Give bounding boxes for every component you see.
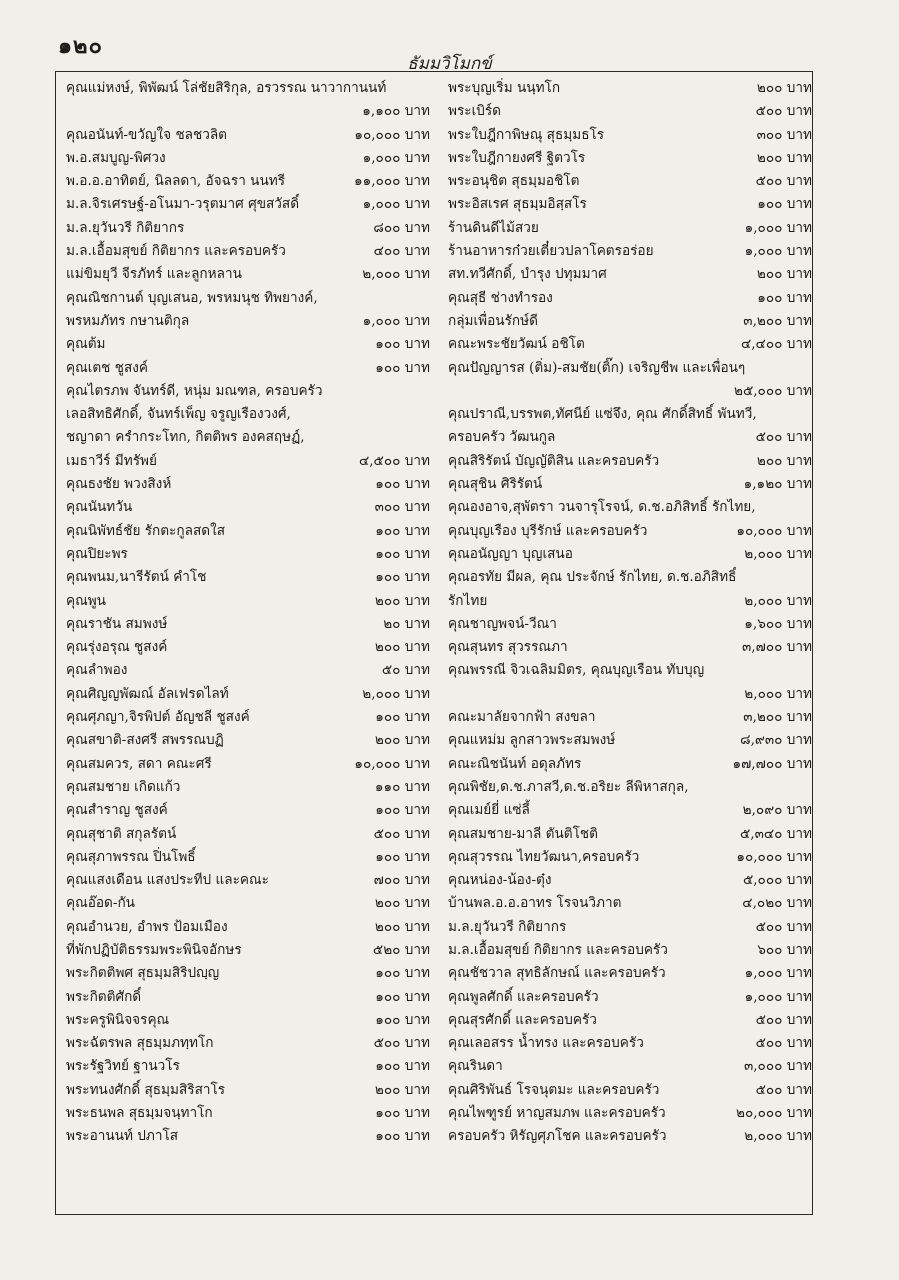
donor-name: คุณสุวรรณ ไทยวัฒนา,ครอบครัว	[448, 848, 640, 865]
donor-row	[66, 729, 430, 752]
donation-amount: ๒๐๐ บาท	[756, 266, 812, 283]
donor-name: คุณสขาติ-สงศรี สพรรณบฏิ	[66, 732, 224, 749]
donor-name: พระทนงศักดิ์ สุธมฺมสิริสาโร	[66, 1081, 226, 1098]
donor-row	[66, 426, 430, 449]
donor-name: ร้านอาหารก๋วยเตี๋ยวปลาโคตรอร่อย	[448, 243, 654, 260]
donor-row	[448, 823, 812, 846]
donor-row	[66, 869, 430, 892]
donor-row	[448, 753, 812, 776]
donor-name: เลอสิทธิศักดิ์, จันทร์เพ็ญ จรูญเรืองวงศ์,	[66, 406, 291, 423]
donation-amount: ๔๐๐ บาท	[373, 243, 430, 260]
donor-row	[448, 566, 812, 589]
donor-name: คุณเมย์ยี่ แซ่ลี้	[448, 802, 530, 819]
donor-row	[448, 846, 812, 869]
donation-amount: ๓,๗๐๐ บาท	[742, 639, 812, 656]
donation-amount: ๑๐,๐๐๐ บาท	[736, 522, 812, 539]
donor-row	[66, 823, 430, 846]
donor-name: คณะมาลัยจากฟ้า สงขลา	[448, 709, 596, 726]
donation-amount: ๑๐๐ บาท	[375, 848, 430, 865]
donor-list-frame	[55, 71, 813, 1215]
donation-amount: ๑๐๐ บาท	[375, 802, 430, 819]
donation-amount: ๒๐๐ บาท	[374, 732, 430, 749]
donor-name: รักไทย	[448, 592, 488, 609]
donation-amount: ๑๗,๗๐๐ บาท	[732, 755, 812, 772]
donation-amount: ๓๐๐ บาท	[374, 499, 430, 516]
donor-name: คุณอรทัย มีผล, คุณ ประจักษ์ รักไทย, ด.ช.อภิสิทธิ์	[448, 569, 737, 586]
donor-row	[448, 962, 812, 985]
donor-row	[448, 1102, 812, 1125]
donation-amount	[806, 566, 812, 589]
donor-row	[448, 403, 812, 426]
donation-amount: ๕,๐๐๐ บาท	[742, 872, 812, 889]
donor-row	[66, 1102, 430, 1125]
donation-amount: ๔,๔๐๐ บาท	[740, 336, 812, 353]
donor-name: คุณลำพอง	[66, 662, 128, 679]
donation-amount: ๑,๐๐๐ บาท	[744, 965, 812, 982]
donation-amount: ๑,๐๐๐ บาท	[744, 219, 812, 236]
donor-row	[66, 357, 430, 380]
donation-amount: ๑๐,๐๐๐ บาท	[736, 848, 812, 865]
donor-name: พระอนุชิต สุธมฺมอชิโต	[448, 173, 580, 190]
donor-row	[66, 77, 430, 100]
donor-name: คุณเลอสรร น้ำทรง และครอบครัว	[448, 1035, 644, 1052]
donor-row	[448, 333, 812, 356]
donor-row	[66, 753, 430, 776]
donor-name: คุณสมชาย-มาลี ตันติโชติ	[448, 825, 598, 842]
donor-row	[66, 1009, 430, 1032]
donor-row	[448, 357, 812, 380]
donor-row	[66, 916, 430, 939]
donor-name: คุณแสงเดือน แสงประทีป และคณะ	[66, 872, 269, 889]
donor-row	[448, 1032, 812, 1055]
donor-name: คุณสุรศักดิ์ และครอบครัว	[448, 1011, 597, 1028]
donor-row	[448, 939, 812, 962]
donor-name: คุณปิยะพร	[66, 545, 128, 562]
donor-name: คุณเตช ชูสงค์	[66, 359, 148, 376]
donor-name: คุณอ๊อด-กัน	[66, 895, 135, 912]
donation-amount: ๒,๐๐๐ บาท	[362, 266, 430, 283]
donor-row	[448, 450, 812, 473]
donor-name: คุณศิญญพัฒณ์ อัลเฟรดไลท์	[66, 685, 229, 702]
donor-name: กลุ่มเพื่อนรักษ์ดี	[448, 312, 538, 329]
donation-amount: ๔,๕๐๐ บาท	[358, 452, 430, 469]
donation-amount: ๑๑๐ บาท	[374, 778, 430, 795]
donation-amount: ๒๐ บาท	[383, 615, 430, 632]
donation-amount: ๒๐๐ บาท	[374, 592, 430, 609]
donation-amount: ๑๐๐ บาท	[375, 359, 430, 376]
donor-name: คุณพิชัย,ด.ช.ภาสวี,ด.ช.อริยะ ลีพิหาสกุล,	[448, 778, 689, 795]
donation-amount: ๑๐๐ บาท	[757, 196, 812, 213]
donation-amount: ๑๐๐ บาท	[375, 522, 430, 539]
donation-amount: ๑๐๐ บาท	[375, 709, 430, 726]
donor-row	[448, 380, 812, 403]
donor-name: แม่ขิมยุวี จีรภัทร์ และลูกหลาน	[66, 266, 242, 283]
donation-amount: ๒๕,๐๐๐ บาท	[733, 382, 812, 399]
donation-amount	[806, 659, 812, 682]
donor-name: คุณสมควร, สดา คณะศรี	[66, 755, 212, 772]
donor-row	[448, 287, 812, 310]
donor-row	[66, 543, 430, 566]
donation-amount: ๑,๑๐๐ บาท	[362, 103, 430, 120]
donation-amount: ๕๐ บาท	[381, 662, 430, 679]
donor-name: พระธนพล สุธมฺมจนฺทาโก	[66, 1105, 213, 1122]
donation-amount: ๒๐๐ บาท	[756, 80, 812, 96]
donor-name: พระบุญเริ่ม นนฺทโก	[448, 80, 561, 96]
donor-name: คุณณิชกานต์ บุญเสนอ, พรหมนุช ทิพยางค์,	[66, 289, 318, 306]
donor-row	[448, 1125, 812, 1148]
donation-amount: ๑,๐๐๐ บาท	[362, 149, 430, 166]
donor-row	[66, 613, 430, 636]
donor-row	[448, 170, 812, 193]
donor-name: ชญาดา ครำกระโทก, กิตติพร องคสฤษฏ์,	[66, 429, 305, 446]
donation-amount: ๕๐๐ บาท	[755, 1035, 812, 1052]
donor-row	[448, 520, 812, 543]
donor-row	[66, 636, 430, 659]
donor-name: ม.ล.เอื้อมสุขย์ กิติยากร และครอบครัว	[66, 243, 286, 260]
donor-row	[448, 240, 812, 263]
donor-name: พระอิสเรศ สุธมฺมอิสฺสโร	[448, 196, 587, 213]
donor-name: คุณนันทวัน	[66, 499, 133, 516]
donation-amount	[424, 403, 430, 426]
donor-name: ม.ล.จิรเศรษฐ์-อโนมา-วรุตมาศ ศุขสวัสดิ์	[66, 196, 300, 213]
donor-name: คุณอนันท์-ขวัญใจ ชลชวลิต	[66, 126, 228, 143]
donor-row	[66, 170, 430, 193]
donor-row	[66, 939, 430, 962]
donor-name: คุณอำนวย, อำพร ป้อมเมือง	[66, 918, 228, 935]
donation-amount: ๑,๑๒๐ บาท	[743, 476, 812, 493]
donation-amount: ๑๐,๐๐๐ บาท	[354, 755, 430, 772]
donor-row	[66, 496, 430, 519]
donation-amount: ๒,๐๐๐ บาท	[744, 545, 812, 562]
donor-row	[448, 310, 812, 333]
donor-row	[66, 776, 430, 799]
donor-name: คุณศุภญา,จิรพิปต์ อัญชลี ชูสงค์	[66, 709, 250, 726]
donor-row	[448, 217, 812, 240]
donor-row	[448, 100, 812, 123]
donor-name: พระรัฐวิทย์ ฐานวโร	[66, 1058, 180, 1075]
donation-amount: ๓,๒๐๐ บาท	[743, 709, 812, 726]
donor-name: คุณพรรณี จิวเฉลิมมิตร, คุณบุญเรือน ทับบุญ	[448, 662, 705, 679]
donor-name: สท.ทวีศักดิ์, บำรุง ปทุมมาศ	[448, 266, 607, 283]
donation-amount: ๕๐๐ บาท	[755, 1081, 812, 1098]
donation-amount: ๕๐๐ บาท	[755, 918, 812, 935]
donor-row	[448, 729, 812, 752]
donation-amount: ๒๐,๐๐๐ บาท	[735, 1105, 812, 1122]
donation-amount	[424, 287, 430, 310]
donation-amount: ๒,๐๐๐ บาท	[744, 1128, 812, 1145]
donor-row	[66, 124, 430, 147]
donation-amount: ๑๐๐ บาท	[375, 1128, 430, 1145]
donor-name: คุณสิริรัตน์ บัญญัติสิน และครอบครัว	[448, 452, 660, 469]
donor-row	[66, 1055, 430, 1078]
donor-row	[448, 799, 812, 822]
donor-row	[66, 892, 430, 915]
donor-name: คุณสุธี ช่างทำรอง	[448, 289, 553, 306]
donor-row	[448, 124, 812, 147]
donor-row	[448, 543, 812, 566]
donation-amount: ๑๐๐ บาท	[375, 545, 430, 562]
donor-name: คณะณิชนันท์ อดุลภัทร	[448, 755, 582, 772]
donor-name: คุณชัชวาล สุทธิลักษณ์ และครอบครัว	[448, 965, 666, 982]
donor-row	[448, 986, 812, 1009]
donor-name: พรหมภัทร กษานติกุล	[66, 312, 190, 329]
donor-row	[448, 193, 812, 216]
donor-row	[448, 869, 812, 892]
donation-amount: ๒๐๐ บาท	[374, 639, 430, 656]
donor-row	[66, 1079, 430, 1102]
donation-amount	[806, 776, 812, 799]
donor-name: ร้านดินดีไม้สวย	[448, 219, 539, 236]
donor-row	[448, 916, 812, 939]
donation-amount: ๖๐๐ บาท	[757, 941, 812, 958]
donation-amount: ๑๐๐ บาท	[375, 1105, 430, 1122]
donor-name: พระอานนท์ ปภาโส	[66, 1128, 179, 1145]
donation-amount: ๕๐๐ บาท	[755, 103, 812, 120]
donation-amount: ๓๐๐ บาท	[756, 126, 812, 143]
donor-row	[448, 613, 812, 636]
donor-row	[448, 1079, 812, 1102]
donation-amount: ๑๐๐ บาท	[375, 1011, 430, 1028]
donor-row	[66, 799, 430, 822]
donor-row	[66, 217, 430, 240]
donation-amount: ๑๐๐ บาท	[375, 965, 430, 982]
donation-amount	[806, 496, 812, 519]
donation-amount: ๓,๒๐๐ บาท	[743, 312, 812, 329]
donor-row	[448, 147, 812, 170]
donor-row	[66, 380, 430, 403]
donation-amount: ๕๐๐ บาท	[755, 173, 812, 190]
donation-amount: ๕๐๐ บาท	[373, 825, 430, 842]
donor-row	[66, 683, 430, 706]
donor-row	[66, 287, 430, 310]
donor-row	[448, 636, 812, 659]
donation-amount: ๑,๖๐๐ บาท	[744, 615, 812, 632]
donation-amount: ๕๐๐ บาท	[755, 429, 812, 446]
donor-name: ม.ล.ยุวันวรี กิติยากร	[66, 219, 185, 236]
donation-amount: ๒๐๐ บาท	[756, 149, 812, 166]
donor-row	[66, 450, 430, 473]
donation-amount: ๕๐๐ บาท	[373, 1035, 430, 1052]
donation-amount: ๑๐,๐๐๐ บาท	[354, 126, 430, 143]
donor-row	[66, 100, 430, 123]
donor-row	[448, 683, 812, 706]
donor-name: พ.อ.สมบูญ-พิศวง	[66, 149, 166, 166]
donor-row	[66, 403, 430, 426]
donor-name: บ้านพล.อ.อ.อาทร โรจนวิภาต	[448, 895, 622, 912]
donation-amount: ๒,๐๐๐ บาท	[744, 592, 812, 609]
donation-amount: ๗๐๐ บาท	[373, 872, 430, 889]
donor-row	[448, 263, 812, 286]
donor-row	[66, 846, 430, 869]
donor-name: คุณแม่หงษ์, พิพัฒน์ โล่ชัยสิริกุล, อรวรรณ นาวากานนท์	[66, 80, 387, 96]
donation-amount: ๒,๐๙๐ บาท	[742, 802, 812, 819]
donation-amount: ๒๐๐ บาท	[756, 452, 812, 469]
donor-name: คุณไตรภพ จันทร์ดี, หนุ่ม มณฑล, ครอบครัว	[66, 382, 323, 399]
donor-row	[66, 240, 430, 263]
donor-name: คุณศิริพันธ์ โรจนุตมะ และครอบครัว	[448, 1081, 660, 1098]
donor-name: คุณนิพัทธ์ชัย รักตะกูลสดใส	[66, 522, 226, 539]
donation-amount: ๒,๐๐๐ บาท	[362, 685, 430, 702]
donor-name: คุณสำราญ ชูสงค์	[66, 802, 168, 819]
donation-amount: ๑,๐๐๐ บาท	[744, 988, 812, 1005]
donor-row	[448, 473, 812, 496]
donor-name: ครอบครัว วัฒนกูล	[448, 429, 556, 446]
donation-amount: ๑๐๐ บาท	[757, 289, 812, 306]
donor-row	[448, 77, 812, 100]
donation-amount: ๘๐๐ บาท	[373, 219, 430, 236]
donation-amount: ๑๐๐ บาท	[375, 336, 430, 353]
donation-amount: ๘,๙๓๐ บาท	[740, 732, 812, 749]
donor-row	[448, 892, 812, 915]
donation-amount: ๑,๐๐๐ บาท	[744, 243, 812, 260]
donor-row	[448, 590, 812, 613]
donor-row	[448, 706, 812, 729]
donation-amount	[424, 380, 430, 403]
donor-name: คณะพระชัยวัฒน์ อชิโต	[448, 336, 585, 353]
donation-amount	[424, 77, 430, 100]
donation-amount: ๒๐๐ บาท	[374, 1081, 430, 1098]
donor-row	[448, 776, 812, 799]
donor-name: พระกิตติพศ สุธมฺมสิริปญฺญ	[66, 965, 220, 982]
donor-name: คุณธงชัย พวงสิงห์	[66, 476, 172, 493]
donor-row	[66, 333, 430, 356]
donation-amount: ๕๐๐ บาท	[755, 1011, 812, 1028]
donation-amount: ๑๐๐ บาท	[375, 988, 430, 1005]
page-number: ๑๒๐	[58, 33, 103, 59]
donor-row	[66, 1032, 430, 1055]
donor-name: คุณสุภาพรรณ ปิ่นโพธิ์	[66, 848, 196, 865]
donor-name: คุณปัญญารส (ติ่ม)-สมชัย(ติ๊ก) เจริญชีพ และเพื่อนๆ	[448, 359, 746, 376]
donor-name: คุณสุชาติ สกุลรัตน์	[66, 825, 177, 842]
donor-name: คุณพูน	[66, 592, 106, 609]
donor-row	[66, 147, 430, 170]
donor-name: พระใบฎีกาพิษณุ สุธมฺมธโร	[448, 126, 605, 143]
donation-amount: ๑,๐๐๐ บาท	[362, 312, 430, 329]
donor-name: คุณชาญพจน์-วีณา	[448, 615, 557, 632]
donor-name: คุณรุ่งอรุณ ชูสงค์	[66, 639, 168, 656]
donor-name: คุณหน่อง-น้อง-ตุ๋ง	[448, 872, 552, 889]
donor-name: คุณแหม่ม ลูกสาวพระสมพงษ์	[448, 732, 616, 749]
donor-row	[66, 473, 430, 496]
donor-name: คุณรินดา	[448, 1058, 503, 1075]
donor-name: คุณสุนทร สุวรรณภา	[448, 639, 568, 656]
donor-name: พระเบิร์ด	[448, 103, 501, 120]
donor-name: คุณพูลศักดิ์ และครอบครัว	[448, 988, 599, 1005]
donor-name: คุณราชัน สมพงษ์	[66, 615, 168, 632]
donor-row	[66, 659, 430, 682]
right-column	[448, 77, 812, 1149]
donation-amount	[806, 357, 812, 380]
donation-amount: ๔,๐๒๐ บาท	[742, 895, 812, 912]
donor-row	[448, 1009, 812, 1032]
donor-row	[448, 426, 812, 449]
donor-row	[66, 962, 430, 985]
donor-name: ครอบครัว หิรัญศุภโชค และครอบครัว	[448, 1128, 667, 1145]
donor-name: คุณไพฑูรย์ หาญสมภพ และครอบครัว	[448, 1105, 666, 1122]
donor-name: คุณอนัญญา บุญเสนอ	[448, 545, 573, 562]
donor-name: ม.ล.ยุวันวรี กิติยากร	[448, 918, 567, 935]
donor-name: คุณปราณี,บรรพต,ทัศนีย์ แซ่จึง, คุณ ศักดิ์สิทธิ์ พันทวี,	[448, 406, 757, 423]
donor-name: พระใบฎีกายงศรี ฐิตวโร	[448, 149, 586, 166]
left-column	[66, 77, 430, 1149]
donor-name: พ.อ.อ.อาทิตย์, นิลลดา, อัจฉรา นนทรี	[66, 173, 285, 190]
donation-amount: ๑๑,๐๐๐ บาท	[353, 173, 430, 190]
donation-amount	[806, 403, 812, 426]
donation-amount: ๑,๐๐๐ บาท	[362, 196, 430, 213]
donor-row	[66, 566, 430, 589]
donation-amount: ๓,๐๐๐ บาท	[743, 1058, 812, 1075]
donor-row	[448, 1055, 812, 1078]
donation-amount: ๕,๓๔๐ บาท	[739, 825, 812, 842]
donor-name: ที่พักปฏิบัติธรรมพระพินิจอักษร	[66, 941, 242, 958]
donation-amount: ๑๐๐ บาท	[375, 476, 430, 493]
donation-amount	[424, 426, 430, 449]
donor-row	[66, 706, 430, 729]
donor-name: คุณสมชาย เกิดแก้ว	[66, 778, 181, 795]
donor-name: คุณพนม,นารีรัตน์ คำโช	[66, 569, 207, 586]
donor-name: พระครูพินิจจรคุณ	[66, 1011, 170, 1028]
donor-row	[66, 986, 430, 1009]
donation-amount: ๒,๐๐๐ บาท	[744, 685, 812, 702]
donor-row	[448, 496, 812, 519]
donor-name: คุณองอาจ,สุพัตรา วนจารุโรจน์, ด.ช.อภิสิทธิ์ รักไทย,	[448, 499, 756, 516]
donation-amount: ๒๐๐ บาท	[374, 918, 430, 935]
donor-name: พระกิตติศักดิ์	[66, 988, 142, 1005]
donor-name: ม.ล.เอื้อมสุขย์ กิติยากร และครอบครัว	[448, 941, 668, 958]
donation-amount: ๕๒๐ บาท	[372, 941, 430, 958]
donation-amount: ๒๐๐ บาท	[374, 895, 430, 912]
donor-name: เมธาวีร์ มีทรัพย์	[66, 452, 157, 469]
donation-amount: ๑๐๐ บาท	[375, 1058, 430, 1075]
donor-name: คุณบุญเรือง บุรีรักษ์ และครอบครัว	[448, 522, 648, 539]
donor-name: พระฉัตรพล สุธมฺมภทฺทโก	[66, 1035, 214, 1052]
donor-row	[448, 659, 812, 682]
page-header-title: ธัมมวิโมกข์	[407, 54, 492, 74]
donor-row	[66, 1125, 430, 1148]
donor-name: คุณสุชิน ศิริรัตน์	[448, 476, 543, 493]
donor-row	[66, 263, 430, 286]
donor-row	[66, 310, 430, 333]
donor-row	[66, 520, 430, 543]
donor-name: คุณต้ม	[66, 336, 106, 353]
donor-row	[66, 193, 430, 216]
donation-amount: ๑๐๐ บาท	[375, 569, 430, 586]
donor-row	[66, 590, 430, 613]
